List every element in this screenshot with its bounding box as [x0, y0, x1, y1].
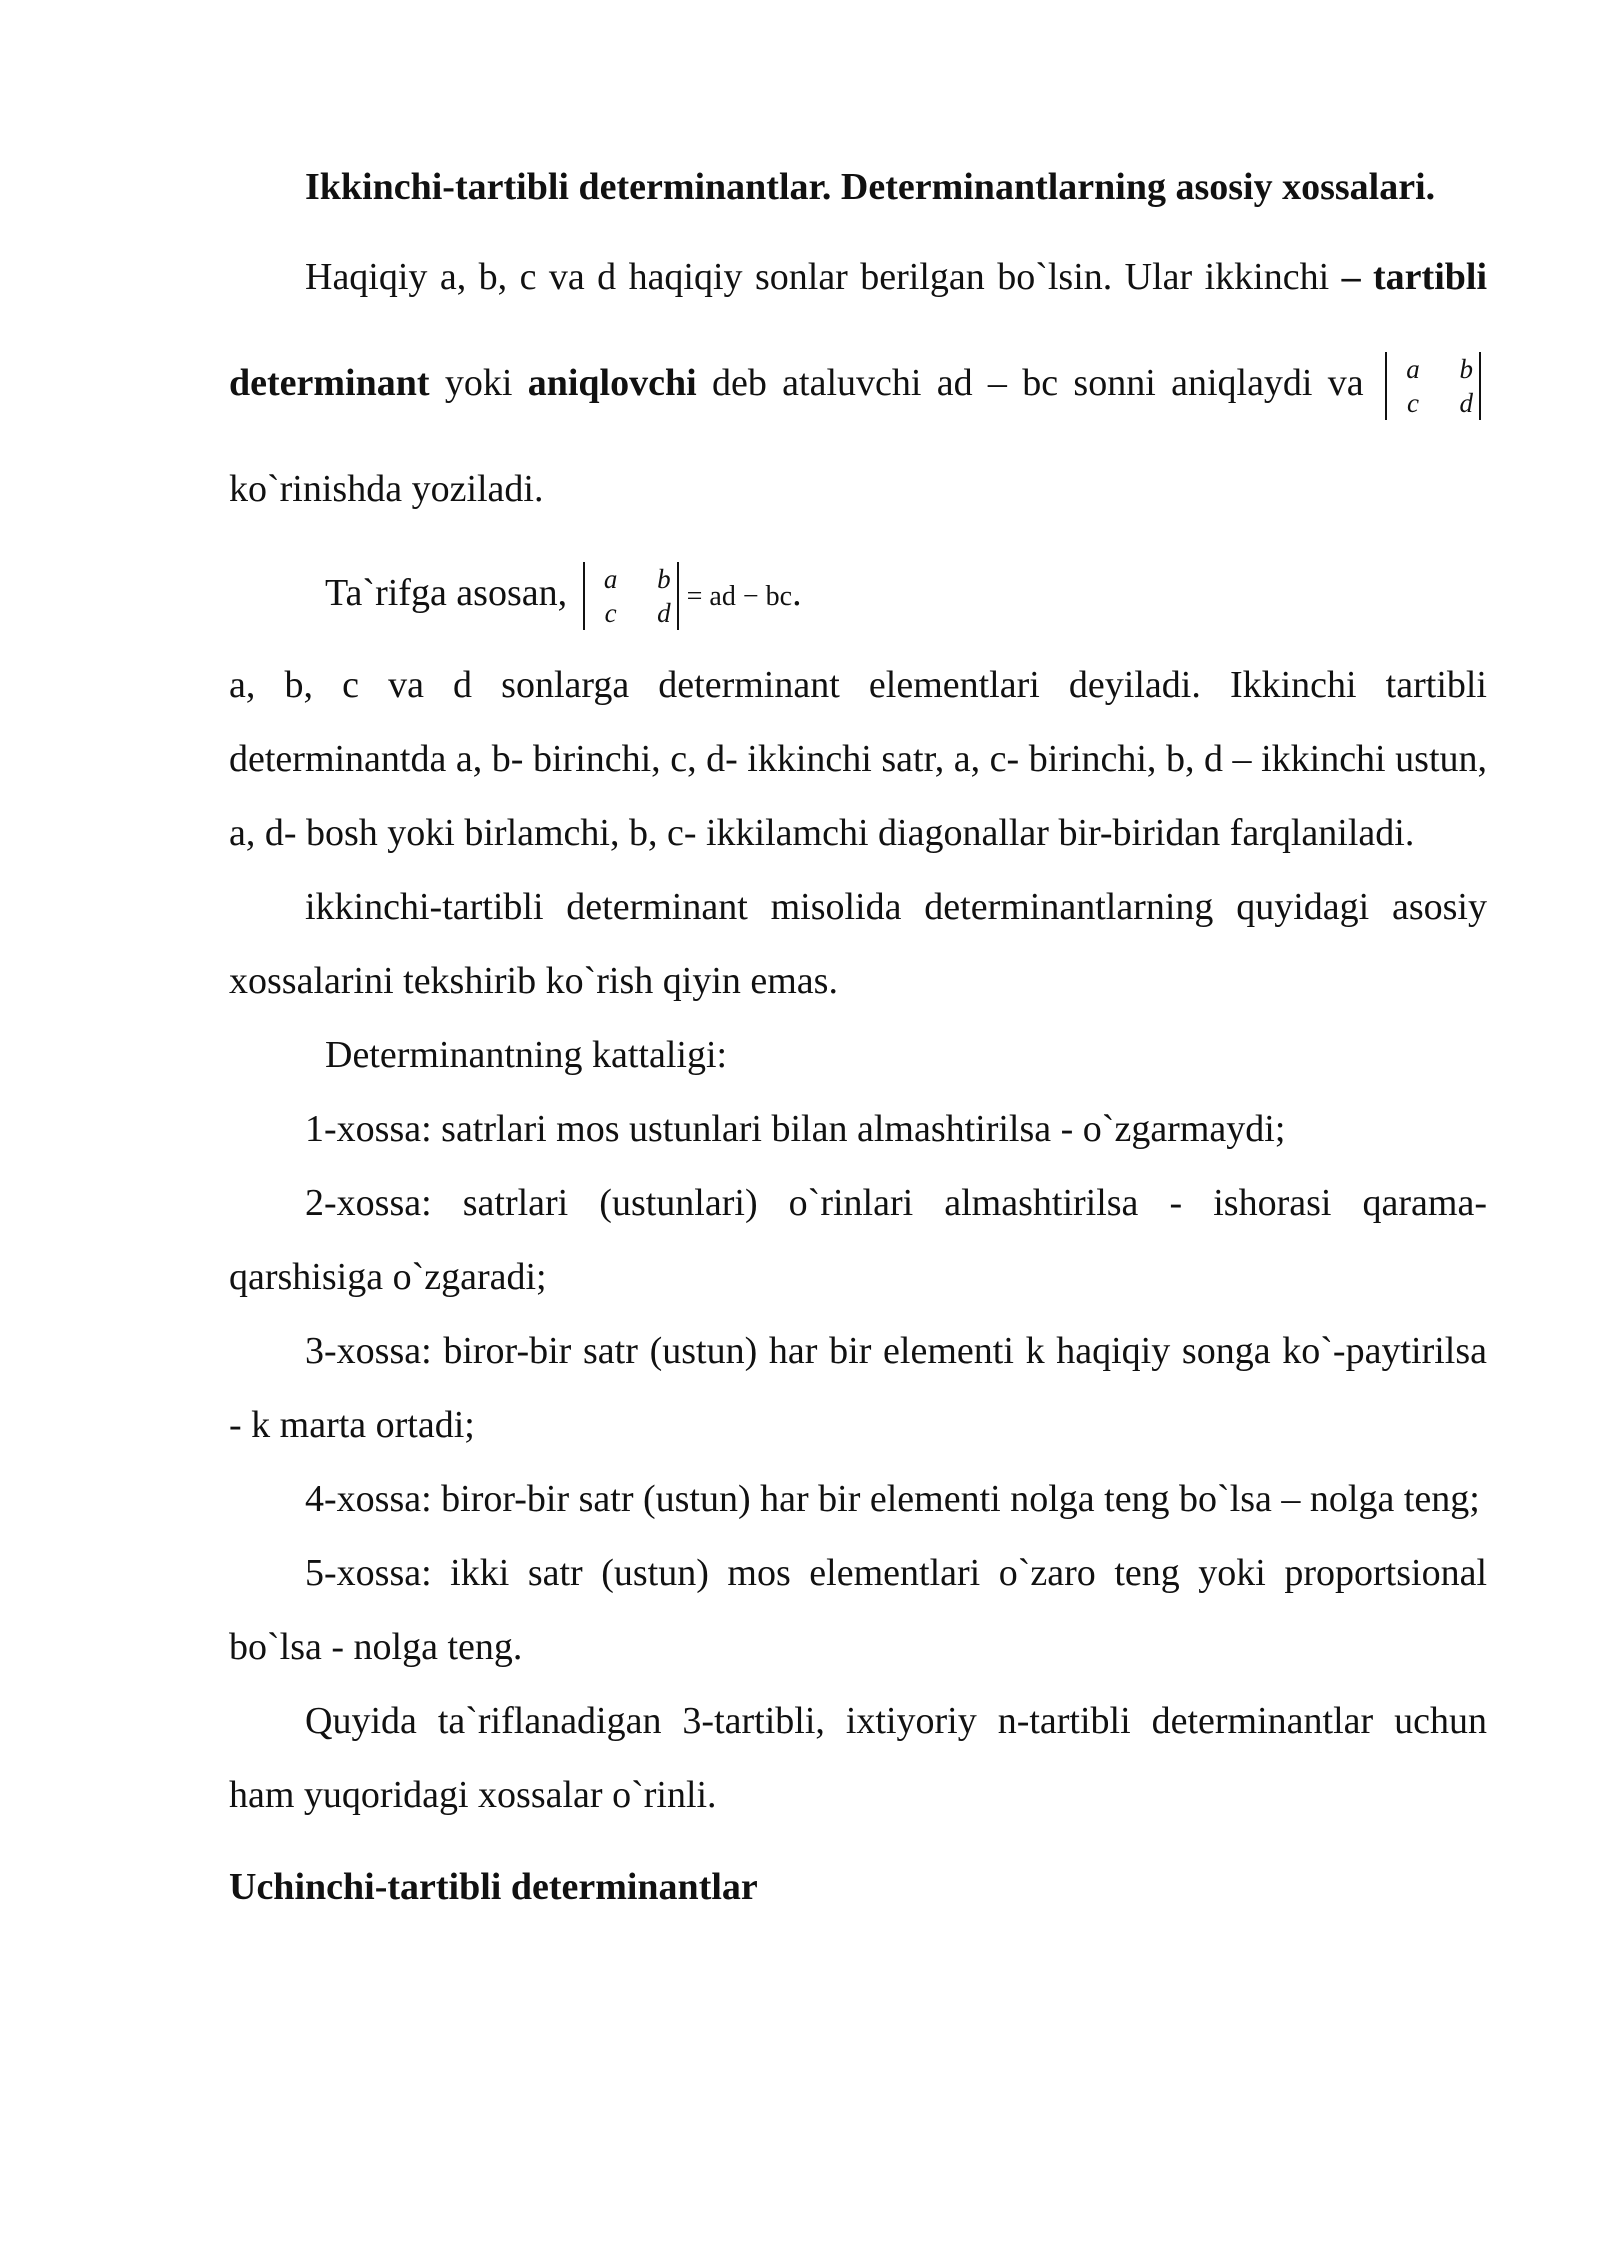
elem-b: b [1459, 354, 1473, 385]
term-determinant: – tartibli determinant [229, 256, 1487, 404]
intro-text-4: ko`rinishda yoziladi. [229, 468, 544, 510]
elem-d-2: d [657, 598, 671, 629]
property-3: 3-xossa: biror-bir satr (ustun) har bir elementi k haqiqiy songa ko`-paytirilsa - k marta ortadi; [229, 1330, 1487, 1446]
section-title: Ikkinchi-tartibli determinantlar. Determinantlarning asosiy xossalari. [305, 166, 1436, 208]
property-2: 2-xossa: satrlari (ustunlari) o`rinlari almashtirilsa - ishorasi qarama-qarshisiga o`zgaradi; [229, 1182, 1487, 1298]
elem-c: c [1407, 388, 1419, 419]
closing-paragraph: Quyida ta`riflanadigan 3-tartibli, ixtiyoriy n-tartibli determinantlar uchun ham yuqoridagi xossalar o`rinli. [229, 1700, 1487, 1816]
document-body [229, 150, 1487, 1924]
property-1: 1-xossa: satrlari mos ustunlari bilan almashtirilsa - o`zgarmaydi; [305, 1108, 1286, 1150]
definition-lead: Ta`rifga asosan, [325, 572, 577, 614]
elem-b-2: b [657, 564, 671, 595]
definition-end: . [792, 572, 802, 614]
elem-a-2: a [603, 564, 618, 595]
intro-text-2: yoki [429, 362, 528, 404]
size-heading: Determinantning kattaligi: [325, 1034, 728, 1076]
property-4: 4-xossa: biror-bir satr (ustun) har bir elementi nolga teng bo`lsa – nolga teng; [305, 1478, 1480, 1520]
elements-paragraph: a, b, c va d sonlarga determinant elementlari deyiladi. Ikkinchi tartibli determinantda a, b- birinchi, c, d- ikkinchi satr, a, c- birinchi, b, d – ikkinchi ustun, a, d- bosh yoki birlamchi, b, c- ikkilamchi diagonallar bir-biridan farqlaniladi. [229, 664, 1487, 854]
determinant-matrix [1385, 352, 1481, 420]
definition-result: = ad − bc [686, 581, 793, 612]
term-aniqlovchi: aniqlovchi [527, 362, 697, 404]
check-paragraph: ikkinchi-tartibli determinant misolida determinantlarning quyidagi asosiy xossalarini tekshirib ko`rish qiyin emas. [229, 886, 1487, 1002]
intro-paragraph [229, 224, 1487, 542]
property-5: 5-xossa: ikki satr (ustun) mos elementlari o`zaro teng yoki proportsional bo`lsa - nolga teng. [229, 1552, 1487, 1668]
intro-text-3: deb ataluvchi ad – bc sonni aniqlaydi va [696, 362, 1379, 404]
determinant-matrix-2 [583, 562, 679, 630]
intro-text-1: Haqiqiy a, b, c va d haqiqiy sonlar berilgan bo`lsin. Ular ikkinchi [305, 256, 1342, 298]
section-2-heading: Uchinchi-tartibli determinantlar [229, 1866, 758, 1908]
elem-a: a [1406, 354, 1420, 385]
definition-line [229, 542, 1487, 648]
elem-c-2: c [604, 598, 617, 629]
elem-d: d [1459, 388, 1473, 419]
